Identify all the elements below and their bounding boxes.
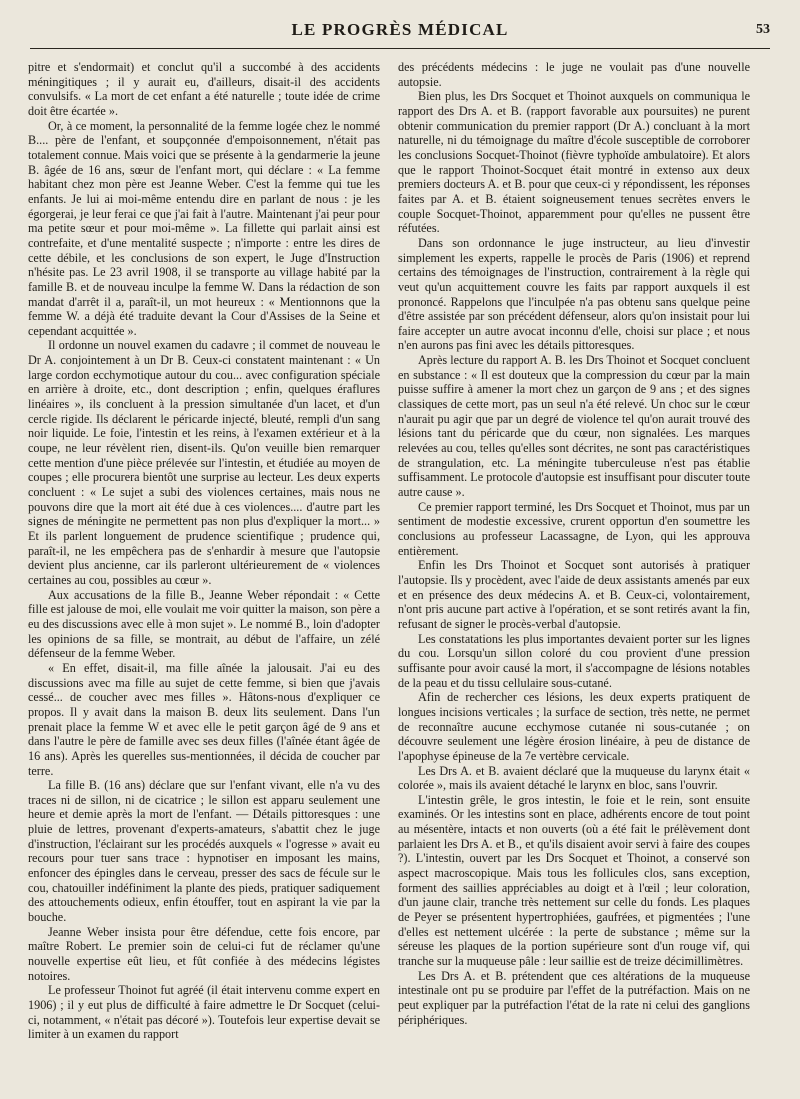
paragraph: Enfin les Drs Thoinot et Socquet sont autorisés à pratiquer l'autopsie. Ils y procèdent, avec l'aide de deux assistants amenés par eux et en présence des deux médecins A. et B. Ceux-ci, volontairement, n'ont pris aucune part active à l'opération, et se sont retirés avant la fin, refusant de signer le procès-verbal d'autopsie.: [398, 558, 750, 631]
paragraph: Après lecture du rapport A. B. les Drs Thoinot et Socquet concluent en substance : « Il est douteux que la compression du cœur par la main puisse suffire à amener la mort chez un garçon de 9 ans ; et des signes classiques de cette mort, pas un seul n'a été relevé. Un choc sur le cœur n'aurait pu agir que par un degré de violence tel qu'on aurait trouvé des lésions tant du péricarde que du cœur, non signalées. Les marques relevées au cou, telles qu'elles sont décrites, ne sont pas caractéristiques de strangulation, etc. La méningite tuberculeuse n'est pas établie suffisamment. Le protocole d'autopsie est insuffisant pour discuter toute autre cause ».: [398, 353, 750, 500]
paragraph: La fille B. (16 ans) déclare que sur l'enfant vivant, elle n'a vu des traces ni de sillon, ni de cicatrice ; le sillon est apparu seulement une heure et demie après la mort de l'enfant. — Détails pittoresques : une pluie de lettres, provenant d'experts-amateurs, s'abattit chez le juge d'instruction, l'éclairant sur les procédés auxquels « l'ogresse » avait eu recours pour tuer sans trace : hypnotiser en imposant les mains, enfoncer des épingles dans le cerveau, presser des sacs de fécule sur le cou, chatouiller indéfiniment la plante des pieds, pratiquer sadiquement des attouchements odieux, enfin étouffer, tout en aspirant la vie par la bouche.: [28, 778, 380, 925]
paragraph: Les Drs A. et B. avaient déclaré que la muqueuse du larynx était « colorée », mais ils avaient détaché le larynx en bloc, sans l'ouvrir.: [398, 763, 750, 793]
paragraph: Dans son ordonnance le juge instructeur, au lieu d'investir simplement les experts, rappelle le procès de Paris (1906) et reprend certains des témoignages de l'instruction, contrairement à la règle qui veut qu'un acquittement couvre les faits par rapport auxquels il est prononcé. Rappelons que l'inculpée n'a pas obtenu sans quelque peine d'être assistée par son précédent défenseur, alors qu'on insistait pour lui faire accepter un autre avocat inconnu d'elle, choisi sur place ; et nous n'en aurons pas fini avec les détails pittoresques.: [398, 235, 750, 353]
paragraph: Or, à ce moment, la personnalité de la femme logée chez le nommé B.... père de l'enfant, et soupçonnée d'empoisonnement, n'était pas totalement connue. Mais voici que se présente à la gendarmerie la jeune B. âgée de 16 ans, sœur de l'enfant mort, qui déclare : « La femme habitant chez mon père est Jeanne Weber. C'est la femme qui tue les enfants. Je lui ai moi-même entendu dire en parlant de nous : je les égorgerai, je leur ferai ce que j'ai fait à l'autre. Maintenant j'ai peur pour ma petite sœur et pour moi-même ». La fillette qui parlait ainsi est contrefaite, et d'une mentalité suspecte ; n'importe : entre les dires de cette débile, et les conclusions de son expert, le Juge d'Instruction n'hésite pas. Le 23 avril 1908, il se transporte au village habité par la famille B. et de nouveau inculpe la femme W. Dans la rédaction de son mandat d'arrêt il a, paraît-il, un mot heureux : « Mentionnons que la femme W. a déjà été traduite devant la Cour d'Assises de la Seine et cependant acquittée ».: [28, 118, 380, 338]
paragraph: Les Drs A. et B. prétendent que ces altérations de la muqueuse intestinale ont pu se produire par l'effet de la putréfaction. Mais on ne peut expliquer par la putréfaction l'état de la rate ni celui des ganglions périphériques.: [398, 968, 750, 1027]
page-number: 53: [756, 22, 770, 37]
page-header: [30, 14, 770, 49]
left-column: [28, 60, 380, 1090]
paragraph: Aux accusations de la fille B., Jeanne Weber répondait : « Cette fille est jalouse de moi, elle voulait me voir quitter la maison, son père a eu des discussions avec elle à mon sujet ». Le nommé B., loin d'adopter les opinions de sa fille, se montrait, au début de l'affaire, un zélé défenseur de la femme Weber.: [28, 587, 380, 661]
paragraph: Jeanne Weber insista pour être défendue, cette fois encore, par maître Robert. Le premier soin de celui-ci fut de réclamer qu'une nouvelle expertise eût lieu, et fût confiée à des médecins légistes notoires.: [28, 924, 380, 983]
paragraph: Les constatations les plus importantes devaient porter sur les lignes du cou. Lorsqu'un sillon coloré du cou provient d'une pression suffisante pour avoir causé la mort, il s'accompagne de lésions notables de la peau et du tissu cellulaire sous-cutané.: [398, 631, 750, 690]
paragraph: Bien plus, les Drs Socquet et Thoinot auxquels on communiqua le rapport des Drs A. et B. (rapport favorable aux poursuites) ne purent obtenir communication du premier rapport (Dr A.) concluant à la mort naturelle, ni du témoignage du maître d'école susceptible de corroborer les conclusions Socquet-Thoinot (fièvre typhoïde ambulatoire). Et alors que le rapport Thoinot-Socquet était montré in extenso aux deux premiers docteurs A. et B. pour que ceux-ci y répondissent, les réponses faites par A. et B. étaient soigneusement tenues secrètes envers le couple Socquet-Thoinot, apparemment pour qu'elles ne pussent être réfutées.: [398, 89, 750, 236]
paragraph: des précédents médecins : le juge ne voulait pas d'une nouvelle autopsie.: [398, 60, 750, 89]
paragraph: Ce premier rapport terminé, les Drs Socquet et Thoinot, mus par un sentiment de modestie excessive, crurent opportun d'en soumettre les conclusions au professeur Lacassagne, de Lyon, qui les approuva entièrement.: [398, 499, 750, 558]
paragraph: pitre et s'endormait) et conclut qu'il a succombé à des accidents méningitiques ; il y aurait eu, d'ailleurs, disait-il des accidents convulsifs. « La mort de cet enfant a été naturelle ; toute idée de crime doit être écartée ».: [28, 60, 380, 118]
paragraph: L'intestin grêle, le gros intestin, le foie et le rein, sont ensuite examinés. Or les intestins sont en place, adhérents encore de tout point au mésentère, intacts et non ouverts (où a été fait le prélèvement dont parlaient les Drs A. et B., et qu'ils disaient avoir servi à faire des coupes ?). L'intestin, ouvert par les Drs Socquet et Thoinot, a conservé son aspect macroscopique. Mais tous les follicules clos, sans exception, forment des saillies appréciables au doigt et à l'œil ; leur coloration, d'un jaune clair, tranche très nettement sur celle du fonds. Les plaques de Peyer se présentent hypertrophiées, gaufrées, et pigmentées ; l'une d'elles est nettement ulcérée : la perte de substance ; même sur la séreuse les plaques de la portion supérieure sont d'un rouge vif, qui tranche sur la muqueuse pâle : leur saillie est de treize décimillimètres.: [398, 792, 750, 969]
right-column: [398, 60, 750, 1090]
paragraph: Il ordonne un nouvel examen du cadavre ; il commet de nouveau le Dr A. conjointement à un Dr B. Ceux-ci constatent maintenant : « Un large cordon ecchymotique autour du cou... avec configuration spéciale en arrière à droite, etc., dont description ; enfin, quelques éraflures linéaires », ils concluent à la pression simultanée d'un lacet, et d'un cercle rigide. Ils déclarent le péricarde injecté, bleuté, rempli d'un sang noir liquide. Le foie, l'intestin et les reins, à l'examen extérieur et à la coupe, ne leur révèlent rien, disent-ils. Qu'on veuille bien remarquer cette mention d'une pièce prélevée sur l'intestin, et étudiée au moyen de coupes ; elle procurera bientôt une surprise au lecteur. Les deux experts concluent : « Le sujet a subi des violences certaines, mais nous ne pouvons dire que la mort ait été due à ces violences.... d'autre part les signes de méningite ne permettent pas non plus d'expliquer la mort... » Et ils parlent longuement de prudence scientifique ; prudence qui, paraît-il, ne les empêchera pas de s'enhardir à mesure que l'autopsie devient plus ancienne, car ils parleront ultérieurement de « violences certaines au cou, possibles au cœur ».: [28, 338, 380, 587]
paragraph: Le professeur Thoinot fut agréé (il était intervenu comme expert en 1906) ; il y eut plus de difficulté à faire admettre le Dr Socquet (celui-ci, notamment, « n'était pas décoré »). Toutefois leur expertise devait se limiter à un examen du rapport: [28, 983, 380, 1042]
paragraph: « En effet, disait-il, ma fille aînée la jalousait. J'ai eu des discussions avec ma fille au sujet de cette femme, si bien que j'avais cessé... de coucher avec mes filles ». Hâtons-nous d'expliquer ce propos. Il y avait dans la maison B. deux lits seulement. Dans l'un prenait place la femme W et avec elle le petit garçon âgé de 9 ans et dans l'autre le père de famille avec ses deux filles (l'aînée étant âgée de 16 ans). Après les querelles sus-mentionnées, il décida de coucher par terre.: [28, 660, 380, 778]
paragraph: Afin de rechercher ces lésions, les deux experts pratiquent de longues incisions verticales ; la surface de section, très nette, ne permet de reconnaître aucune ecchymose cutanée ni sous-cutanée ; on découvre seulement une légère érosion linéaire, à peu de distance de l'apophyse épineuse de la 7e vertèbre cervicale.: [398, 690, 750, 763]
journal-title: LE PROGRÈS MÉDICAL: [291, 20, 509, 39]
